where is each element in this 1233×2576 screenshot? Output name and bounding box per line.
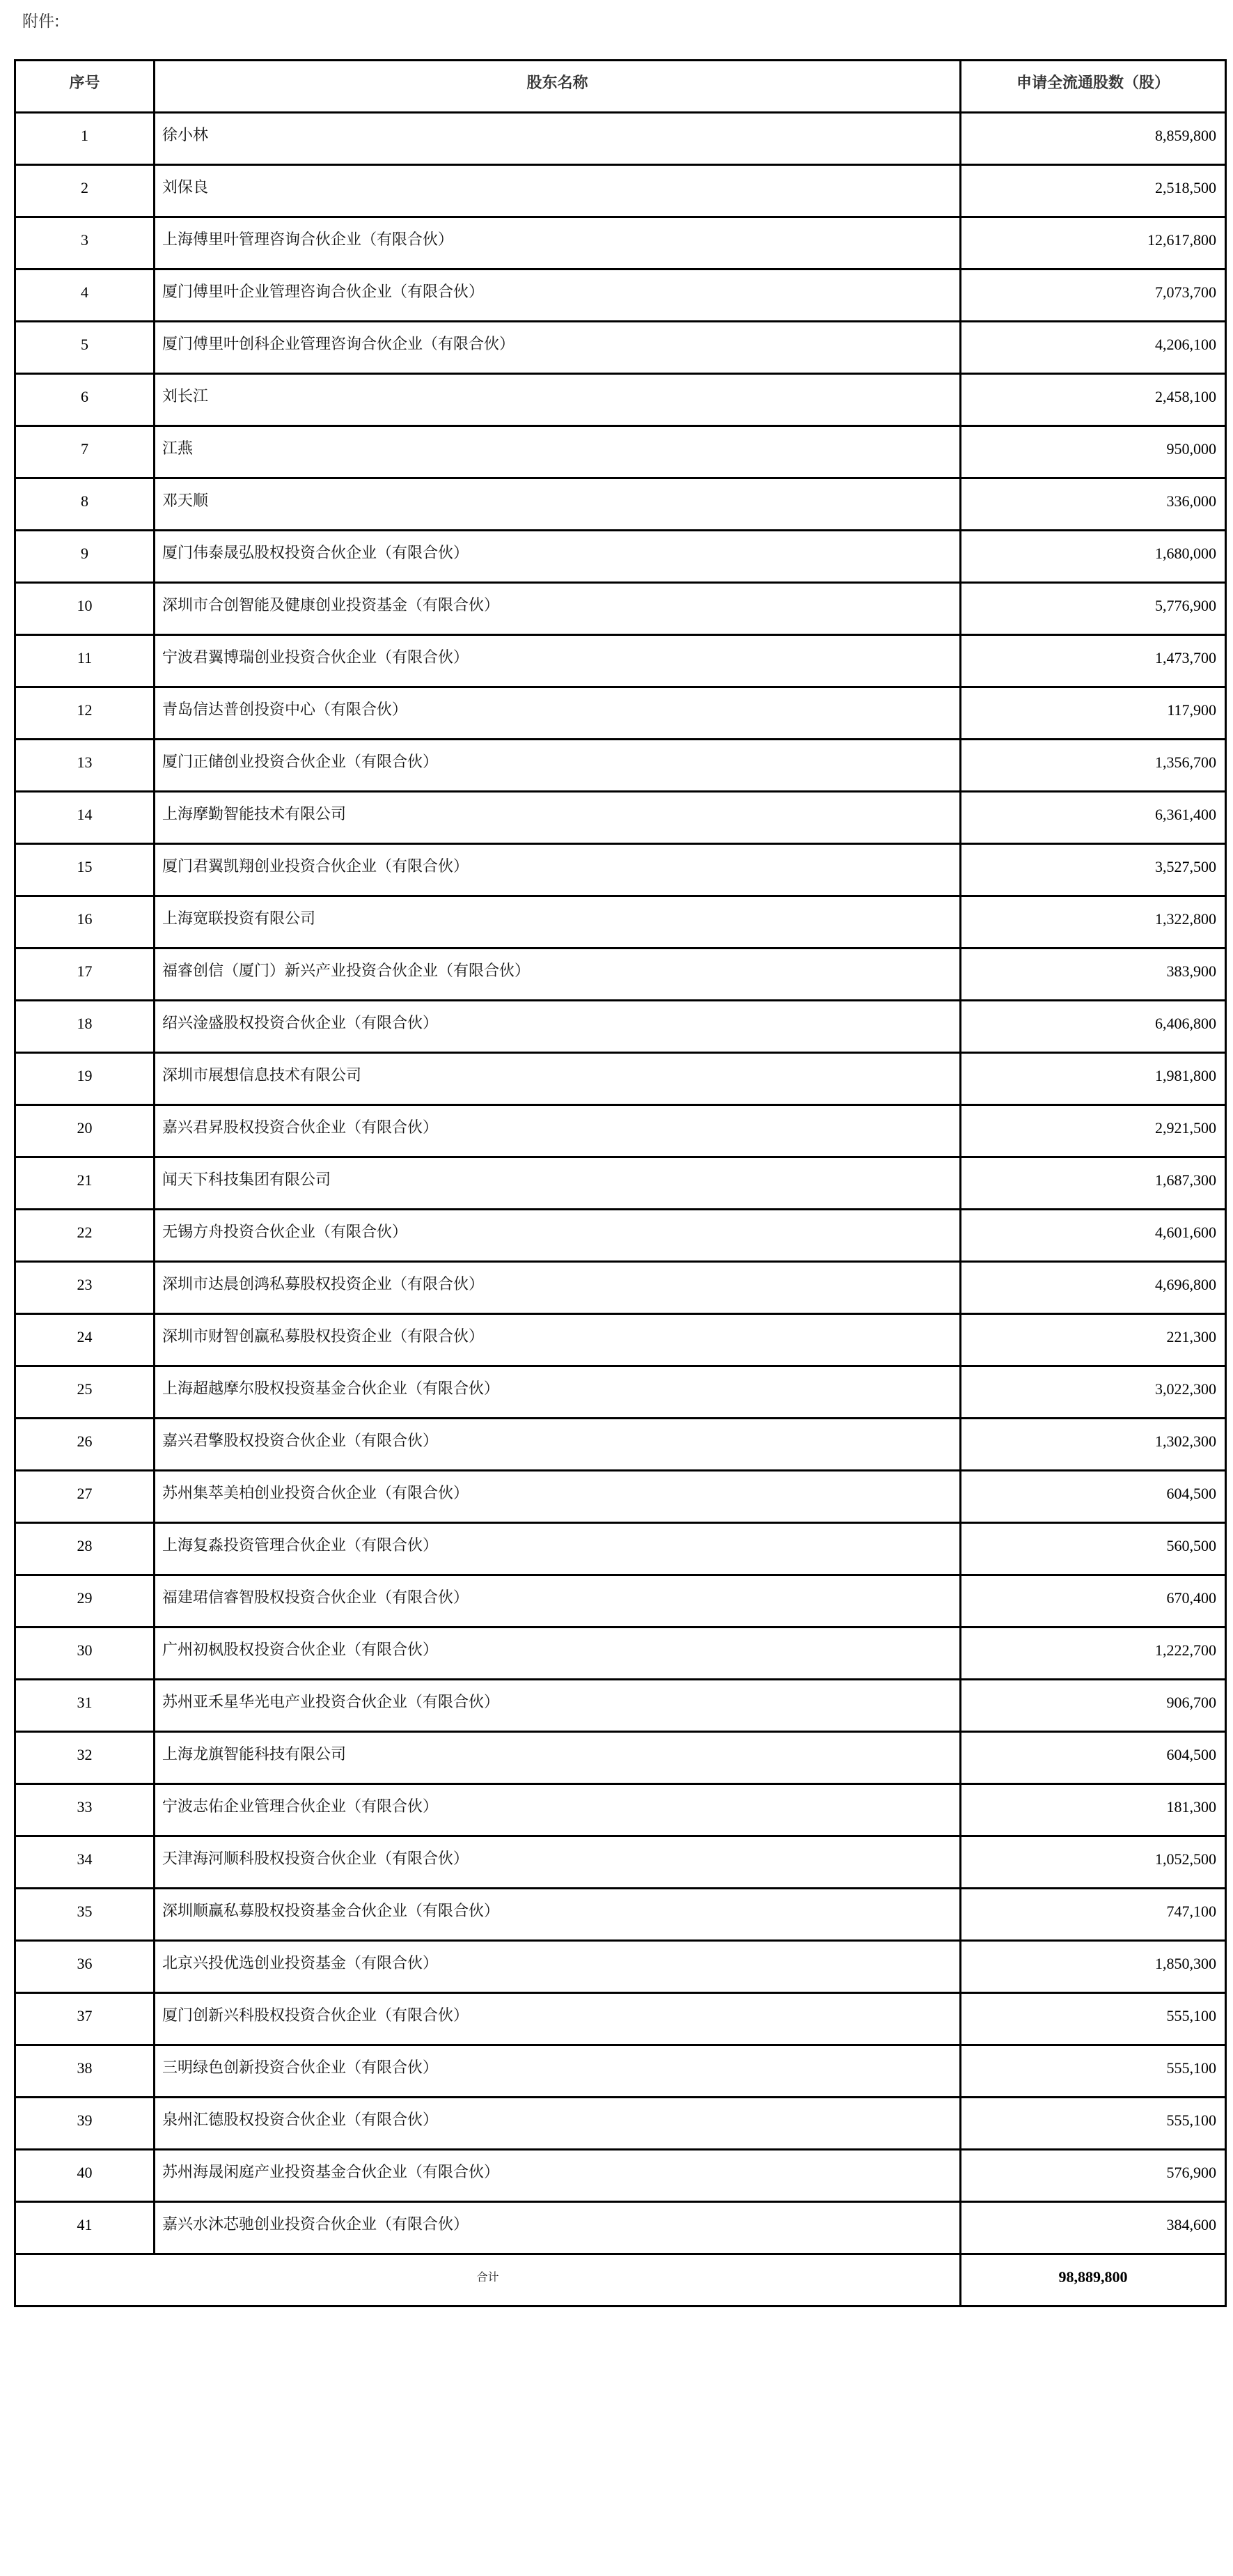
row-shareholder-name: 闻天下科技集团有限公司	[155, 1157, 961, 1210]
row-index: 32	[15, 1732, 155, 1784]
row-index: 35	[15, 1889, 155, 1941]
row-shareholder-name: 深圳市达晨创鸿私募股权投资企业（有限合伙）	[155, 1262, 961, 1314]
row-shares: 384,600	[961, 2202, 1226, 2254]
table-row	[15, 1419, 1226, 1471]
table-row	[15, 2045, 1226, 2098]
row-shareholder-name: 北京兴投优选创业投资基金（有限合伙）	[155, 1941, 961, 1993]
row-index: 29	[15, 1575, 155, 1627]
row-shares: 555,100	[961, 2098, 1226, 2150]
total-label: 合计	[15, 2254, 961, 2306]
total-shares: 98,889,800	[961, 2254, 1226, 2306]
row-shareholder-name: 天津海河顺科股权投资合伙企业（有限合伙）	[155, 1836, 961, 1889]
table-row	[15, 949, 1226, 1001]
row-index: 27	[15, 1471, 155, 1523]
table-row	[15, 1941, 1226, 1993]
row-index: 5	[15, 322, 155, 374]
table-row	[15, 1105, 1226, 1157]
row-shareholder-name: 深圳市财智创赢私募股权投资企业（有限合伙）	[155, 1314, 961, 1366]
row-index: 37	[15, 1993, 155, 2045]
row-shares: 555,100	[961, 2045, 1226, 2098]
row-shareholder-name: 福建珺信睿智股权投资合伙企业（有限合伙）	[155, 1575, 961, 1627]
row-shares: 4,206,100	[961, 322, 1226, 374]
row-shareholder-name: 福睿创信（厦门）新兴产业投资合伙企业（有限合伙）	[155, 949, 961, 1001]
row-shareholder-name: 深圳顺赢私募股权投资基金合伙企业（有限合伙）	[155, 1889, 961, 1941]
table-row	[15, 740, 1226, 792]
row-shareholder-name: 上海宽联投资有限公司	[155, 896, 961, 949]
table-row	[15, 426, 1226, 478]
table-row	[15, 478, 1226, 531]
table-row	[15, 1836, 1226, 1889]
row-index: 3	[15, 217, 155, 270]
row-shares: 670,400	[961, 1575, 1226, 1627]
table-body	[15, 113, 1226, 2254]
row-shareholder-name: 深圳市合创智能及健康创业投资基金（有限合伙）	[155, 583, 961, 635]
row-shareholder-name: 宁波君翼博瑞创业投资合伙企业（有限合伙）	[155, 635, 961, 687]
table-row	[15, 1053, 1226, 1105]
row-shareholder-name: 泉州汇德股权投资合伙企业（有限合伙）	[155, 2098, 961, 2150]
row-shareholder-name: 厦门傅里叶创科企业管理咨询合伙企业（有限合伙）	[155, 322, 961, 374]
row-shares: 1,680,000	[961, 531, 1226, 583]
row-shareholder-name: 绍兴淦盛股权投资合伙企业（有限合伙）	[155, 1001, 961, 1053]
row-index: 16	[15, 896, 155, 949]
row-shareholder-name: 厦门傅里叶企业管理咨询合伙企业（有限合伙）	[155, 270, 961, 322]
table-row	[15, 1471, 1226, 1523]
table-row	[15, 635, 1226, 687]
table-row	[15, 583, 1226, 635]
table-row	[15, 1157, 1226, 1210]
row-index: 13	[15, 740, 155, 792]
row-index: 30	[15, 1627, 155, 1680]
row-shares: 950,000	[961, 426, 1226, 478]
row-shareholder-name: 刘保良	[155, 165, 961, 217]
table-row	[15, 2202, 1226, 2254]
table-row	[15, 270, 1226, 322]
row-shares: 1,356,700	[961, 740, 1226, 792]
row-shares: 1,473,700	[961, 635, 1226, 687]
row-shareholder-name: 厦门正储创业投资合伙企业（有限合伙）	[155, 740, 961, 792]
table-row	[15, 1889, 1226, 1941]
row-index: 28	[15, 1523, 155, 1575]
row-shares: 2,458,100	[961, 374, 1226, 426]
row-index: 20	[15, 1105, 155, 1157]
row-shares: 1,052,500	[961, 1836, 1226, 1889]
table-row	[15, 1210, 1226, 1262]
row-shares: 383,900	[961, 949, 1226, 1001]
row-shareholder-name: 苏州海晟闲庭产业投资基金合伙企业（有限合伙）	[155, 2150, 961, 2202]
table-header-row	[15, 61, 1226, 113]
header-shares: 申请全流通股数（股）	[961, 61, 1226, 113]
row-shares: 336,000	[961, 478, 1226, 531]
row-shares: 4,696,800	[961, 1262, 1226, 1314]
row-shareholder-name: 上海超越摩尔股权投资基金合伙企业（有限合伙）	[155, 1366, 961, 1419]
table-row	[15, 374, 1226, 426]
row-index: 33	[15, 1784, 155, 1836]
table-row	[15, 1680, 1226, 1732]
row-shares: 6,406,800	[961, 1001, 1226, 1053]
row-index: 2	[15, 165, 155, 217]
row-shares: 1,850,300	[961, 1941, 1226, 1993]
table-row	[15, 322, 1226, 374]
row-shares: 117,900	[961, 687, 1226, 740]
row-shareholder-name: 嘉兴水沐芯驰创业投资合伙企业（有限合伙）	[155, 2202, 961, 2254]
row-index: 39	[15, 2098, 155, 2150]
row-shareholder-name: 苏州集萃美柏创业投资合伙企业（有限合伙）	[155, 1471, 961, 1523]
row-shares: 604,500	[961, 1732, 1226, 1784]
table-row	[15, 1366, 1226, 1419]
attachment-label: 附件:	[22, 13, 60, 31]
row-shareholder-name: 刘长江	[155, 374, 961, 426]
table-row	[15, 113, 1226, 165]
row-shares: 2,518,500	[961, 165, 1226, 217]
row-index: 18	[15, 1001, 155, 1053]
row-shareholder-name: 深圳市展想信息技术有限公司	[155, 1053, 961, 1105]
row-shareholder-name: 上海摩勤智能技术有限公司	[155, 792, 961, 844]
row-shares: 181,300	[961, 1784, 1226, 1836]
row-shares: 1,302,300	[961, 1419, 1226, 1471]
row-shareholder-name: 江燕	[155, 426, 961, 478]
table-row	[15, 1262, 1226, 1314]
row-shares: 4,601,600	[961, 1210, 1226, 1262]
row-index: 31	[15, 1680, 155, 1732]
table-row	[15, 1993, 1226, 2045]
row-shares: 3,527,500	[961, 844, 1226, 896]
row-shareholder-name: 徐小林	[155, 113, 961, 165]
row-index: 9	[15, 531, 155, 583]
row-index: 26	[15, 1419, 155, 1471]
row-shares: 3,022,300	[961, 1366, 1226, 1419]
row-shares: 6,361,400	[961, 792, 1226, 844]
row-index: 8	[15, 478, 155, 531]
row-shares: 1,981,800	[961, 1053, 1226, 1105]
table-row	[15, 165, 1226, 217]
row-shareholder-name: 厦门创新兴科股权投资合伙企业（有限合伙）	[155, 1993, 961, 2045]
row-index: 11	[15, 635, 155, 687]
row-index: 22	[15, 1210, 155, 1262]
table-row	[15, 1575, 1226, 1627]
row-shares: 2,921,500	[961, 1105, 1226, 1157]
row-index: 1	[15, 113, 155, 165]
row-shareholder-name: 广州初枫股权投资合伙企业（有限合伙）	[155, 1627, 961, 1680]
table-row	[15, 2150, 1226, 2202]
row-index: 38	[15, 2045, 155, 2098]
row-shareholder-name: 上海复淼投资管理合伙企业（有限合伙）	[155, 1523, 961, 1575]
row-index: 21	[15, 1157, 155, 1210]
header-shareholder-name: 股东名称	[155, 61, 961, 113]
row-index: 4	[15, 270, 155, 322]
table-row	[15, 896, 1226, 949]
row-index: 10	[15, 583, 155, 635]
row-index: 34	[15, 1836, 155, 1889]
row-shares: 555,100	[961, 1993, 1226, 2045]
header-index: 序号	[15, 61, 155, 113]
row-shareholder-name: 嘉兴君昇股权投资合伙企业（有限合伙）	[155, 1105, 961, 1157]
row-index: 14	[15, 792, 155, 844]
table-row	[15, 687, 1226, 740]
row-index: 41	[15, 2202, 155, 2254]
table-row	[15, 1784, 1226, 1836]
row-shareholder-name: 上海龙旗智能科技有限公司	[155, 1732, 961, 1784]
table-row	[15, 1523, 1226, 1575]
row-shareholder-name: 嘉兴君擎股权投资合伙企业（有限合伙）	[155, 1419, 961, 1471]
row-index: 36	[15, 1941, 155, 1993]
row-index: 40	[15, 2150, 155, 2202]
row-shares: 604,500	[961, 1471, 1226, 1523]
row-shareholder-name: 三明绿色创新投资合伙企业（有限合伙）	[155, 2045, 961, 2098]
total-row	[15, 2254, 1226, 2306]
table-row	[15, 844, 1226, 896]
row-shares: 906,700	[961, 1680, 1226, 1732]
row-shareholder-name: 青岛信达普创投资中心（有限合伙）	[155, 687, 961, 740]
row-shareholder-name: 苏州亚禾星华光电产业投资合伙企业（有限合伙）	[155, 1680, 961, 1732]
row-shareholder-name: 厦门君翼凯翔创业投资合伙企业（有限合伙）	[155, 844, 961, 896]
table-row	[15, 2098, 1226, 2150]
row-shares: 747,100	[961, 1889, 1226, 1941]
row-index: 12	[15, 687, 155, 740]
row-shareholder-name: 宁波志佑企业管理合伙企业（有限合伙）	[155, 1784, 961, 1836]
table-row	[15, 531, 1226, 583]
table-row	[15, 1732, 1226, 1784]
table-row	[15, 1627, 1226, 1680]
row-index: 24	[15, 1314, 155, 1366]
row-shareholder-name: 无锡方舟投资合伙企业（有限合伙）	[155, 1210, 961, 1262]
row-shares: 221,300	[961, 1314, 1226, 1366]
row-shares: 576,900	[961, 2150, 1226, 2202]
row-shareholder-name: 厦门伟泰晟弘股权投资合伙企业（有限合伙）	[155, 531, 961, 583]
row-index: 15	[15, 844, 155, 896]
table-row	[15, 1001, 1226, 1053]
row-shares: 1,687,300	[961, 1157, 1226, 1210]
row-shares: 1,222,700	[961, 1627, 1226, 1680]
row-shares: 560,500	[961, 1523, 1226, 1575]
table-row	[15, 1314, 1226, 1366]
table-row	[15, 217, 1226, 270]
row-shares: 5,776,900	[961, 583, 1226, 635]
row-shareholder-name: 上海傅里叶管理咨询合伙企业（有限合伙）	[155, 217, 961, 270]
row-index: 19	[15, 1053, 155, 1105]
row-shareholder-name: 邓天顺	[155, 478, 961, 531]
row-shares: 1,322,800	[961, 896, 1226, 949]
row-index: 7	[15, 426, 155, 478]
row-index: 6	[15, 374, 155, 426]
row-index: 17	[15, 949, 155, 1001]
row-shares: 12,617,800	[961, 217, 1226, 270]
row-index: 25	[15, 1366, 155, 1419]
table-row	[15, 792, 1226, 844]
shareholder-table	[14, 59, 1227, 2307]
row-index: 23	[15, 1262, 155, 1314]
row-shares: 8,859,800	[961, 113, 1226, 165]
row-shares: 7,073,700	[961, 270, 1226, 322]
